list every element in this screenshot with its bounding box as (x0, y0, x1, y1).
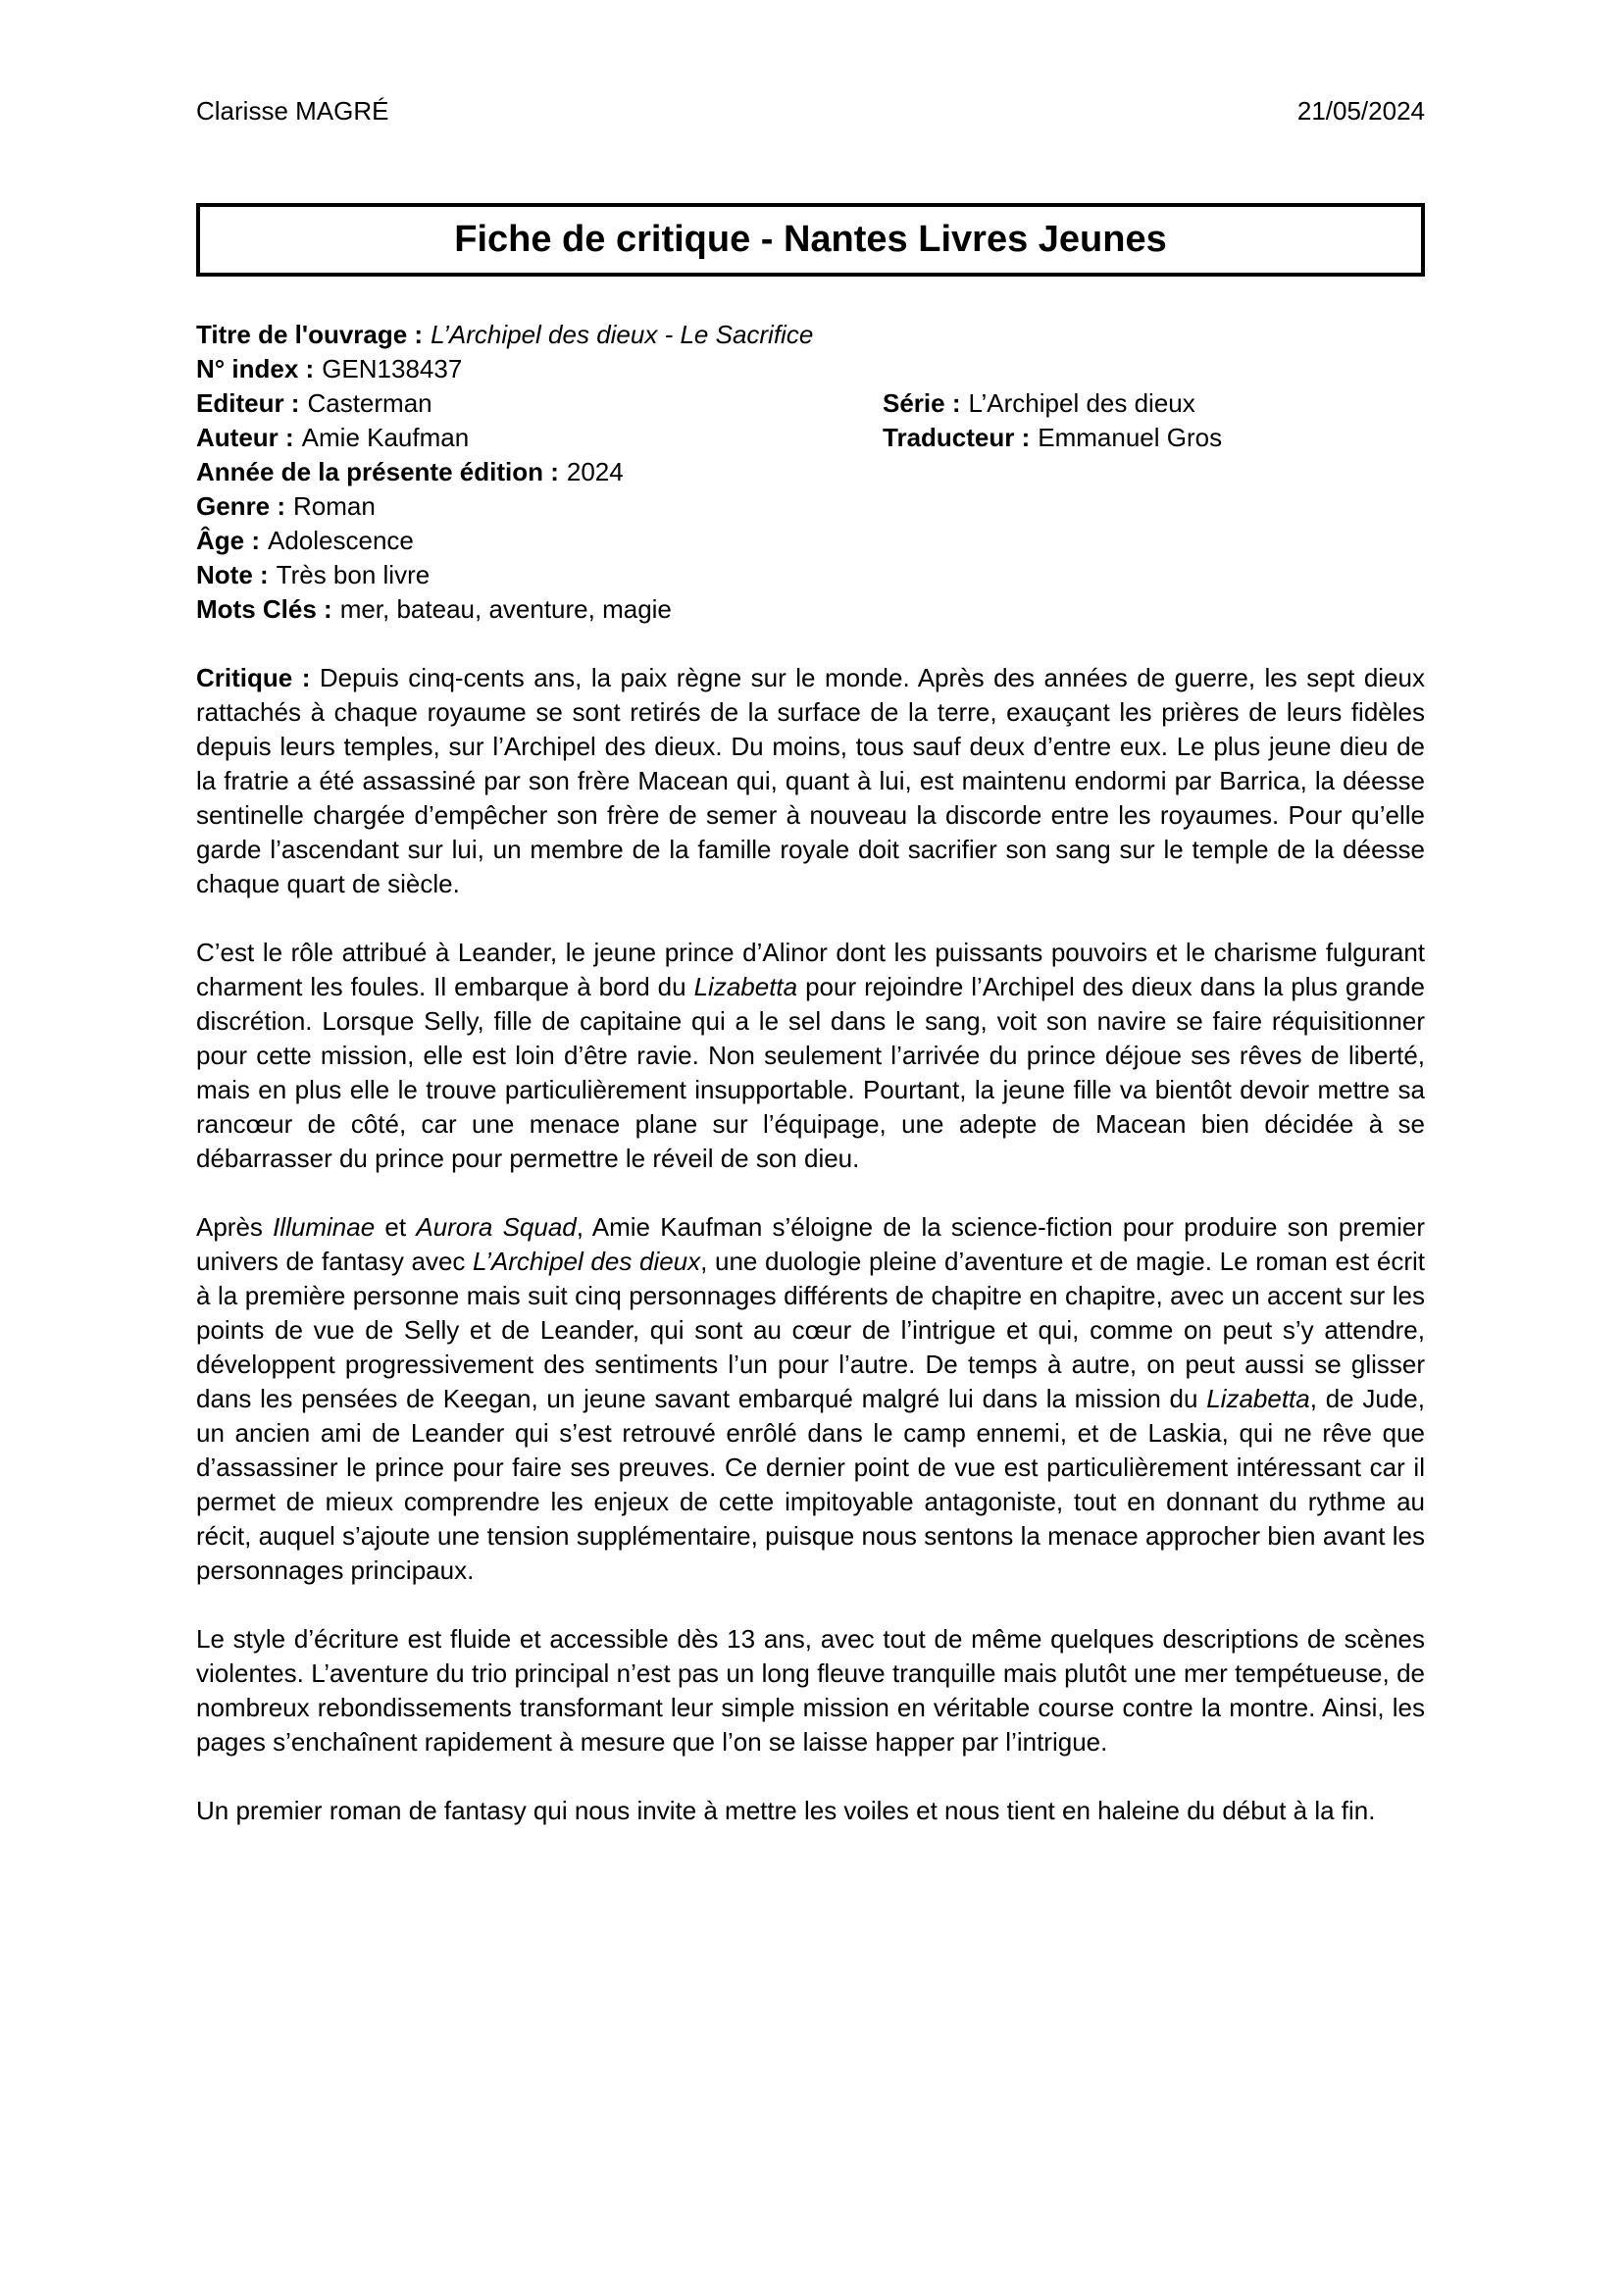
critique-paragraphs (196, 661, 1425, 1828)
field-label: N° index : (196, 354, 315, 383)
field-row (196, 386, 1425, 421)
critique-paragraph (196, 1794, 1425, 1828)
field-row (196, 524, 1425, 558)
text-segment: Un premier roman de fantasy qui nous invite à mettre les voiles et nous tient en haleine du début à la fin. (196, 1796, 1376, 1825)
text-segment: L’Archipel des dieux (473, 1247, 701, 1276)
header-date: 21/05/2024 (1296, 96, 1425, 126)
field-row (196, 421, 1425, 455)
field-label: Titre de l'ouvrage : (196, 320, 424, 349)
critique-paragraph (196, 1622, 1425, 1759)
text-segment: Le style d’écriture est fluide et accessible dès 13 ans, avec tout de même quelques descriptions de scènes violentes. L’aventure du trio principal n’est pas un long fleuve tranquille mais plutôt une mer tempétueuse, de nombreux rebondissements transformant leur simple mission en véritable course contre la montre. Ainsi, les pages s’enchaînent rapidement à mesure que l’on se laisse happer par l’intrigue. (196, 1624, 1425, 1757)
critique-paragraph (196, 661, 1425, 901)
field (883, 388, 1195, 418)
text-segment: Depuis cinq-cents ans, la paix règne sur le monde. Après des années de guerre, les sept dieux rattachés à chaque royaume se sont retirés de la surface de la terre, exauçant les prières de leurs fidèles depuis leurs temples, sur l’Archipel des dieux. Du moins, tous sauf deux d’entre eux. Le plus jeune dieu de la fratrie a été assassiné par son frère Macean qui, quant à lui, est maintenu endormi par Barrica, la déesse sentinelle chargée d’empêcher son frère de semer à nouveau la discorde entre les royaumes. Pour qu’elle garde l’ascendant sur lui, un membre de la famille royale doit sacrifier son sang sur le temple de la déesse chaque quart de siècle. (196, 663, 1425, 898)
critique-paragraph (196, 936, 1425, 1176)
field (196, 491, 376, 521)
title-box (196, 203, 1425, 277)
header-author: Clarisse MAGRÉ (196, 96, 389, 126)
field-label: Editeur : (196, 388, 300, 418)
field-label: Note : (196, 560, 269, 589)
metadata-fields (196, 318, 1425, 627)
field (196, 354, 462, 383)
text-segment: , Amie Kaufman s’éloigne de la science-fiction pour produire son premier univers de fantasy avec (196, 1212, 1425, 1276)
field-value: L’Archipel des dieux (968, 388, 1195, 418)
field-row (196, 558, 1425, 592)
field-value: Casterman (307, 388, 432, 418)
field-label: Auteur : (196, 423, 294, 452)
critique-paragraph (196, 1210, 1425, 1588)
page-title: Fiche de critique - Nantes Livres Jeunes (454, 219, 1167, 260)
field-value: Très bon livre (276, 560, 431, 589)
field-value: 2024 (566, 457, 624, 486)
field-label: Genre : (196, 491, 286, 521)
field-row (196, 489, 1425, 524)
field-row (196, 592, 1425, 627)
field-row (196, 352, 1425, 386)
page-header (196, 94, 1425, 128)
field (196, 421, 883, 455)
field-row (196, 455, 1425, 489)
text-segment: C’est le rôle attribué à Leander, le jeune prince d’Alinor dont les puissants pouvoirs et le charisme fulgurant charment les foules. Il embarque à bord du (196, 938, 1425, 1001)
text-segment: Critique : (196, 663, 311, 692)
text-segment: , une duologie pleine d’aventure et de magie. Le roman est écrit à la première personne mais suit cinq personnages différents de chapitre en chapitre, avec un accent sur les points de vue de Selly et de Leander, qui sont au cœur de l’intrigue et qui, comme on peut s’y attendre, développent progressivement des sentiments l’un pour l’autre. De temps à autre, on peut aussi se glisser dans les pensées de Keegan, un jeune savant embarqué malgré lui dans la mission du (196, 1247, 1425, 1413)
field-row (196, 318, 1425, 352)
field-label: Traducteur : (883, 423, 1031, 452)
field-value: Amie Kaufman (301, 423, 470, 452)
field (196, 320, 813, 349)
field-label: Âge : (196, 526, 260, 555)
text-segment: Illuminae (273, 1212, 376, 1242)
field (196, 457, 624, 486)
field-value: GEN138437 (322, 354, 463, 383)
text-segment: et (375, 1212, 417, 1242)
field-label: Mots Clés : (196, 594, 332, 624)
field-value: Adolescence (268, 526, 414, 555)
field (196, 560, 430, 589)
field-label: Série : (883, 388, 961, 418)
field-value: Roman (293, 491, 376, 521)
text-segment: pour rejoindre l’Archipel des dieux dans la plus grande discrétion. Lorsque Selly, fille de capitaine qui a le sel dans le sang, voit son navire se faire réquisitionner pour cette mission, elle est loin d’être ravie. Non seulement l’arrivée du prince déjoue ses rêves de liberté, mais en plus elle le trouve particulièrement insupportable. Pourtant, la jeune fille va bientôt devoir mettre sa rancœur de côté, car une menace plane sur l’équipage, une adepte de Macean bien décidée à se débarrasser du prince pour permettre le réveil de son dieu. (196, 972, 1425, 1173)
field-label: Année de la présente édition : (196, 457, 559, 486)
text-segment: Lizabetta (1206, 1384, 1310, 1413)
text-segment: Lizabetta (693, 972, 798, 1001)
field-value: L’Archipel des dieux - Le Sacrifice (431, 320, 814, 349)
field (196, 526, 414, 555)
field-value: mer, bateau, aventure, magie (339, 594, 672, 624)
field (196, 594, 672, 624)
field (196, 386, 883, 421)
text-segment: Après (196, 1212, 274, 1242)
text-segment: , de Jude, un ancien ami de Leander qui s’est retrouvé enrôlé dans le camp ennemi, et de Laskia, qui ne rêve que d’assassiner le prince pour faire ses preuves. Ce dernier point de vue est particulièrement intéressant car il permet de mieux comprendre les enjeux de cette impitoyable antagoniste, tout en donnant du rythme au récit, auquel s’ajoute une tension supplémentaire, puisque nous sentons la menace approcher bien avant les personnages principaux. (196, 1384, 1425, 1585)
field-value: Emmanuel Gros (1038, 423, 1223, 452)
text-segment: Aurora Squad (416, 1212, 577, 1242)
field (883, 423, 1222, 452)
